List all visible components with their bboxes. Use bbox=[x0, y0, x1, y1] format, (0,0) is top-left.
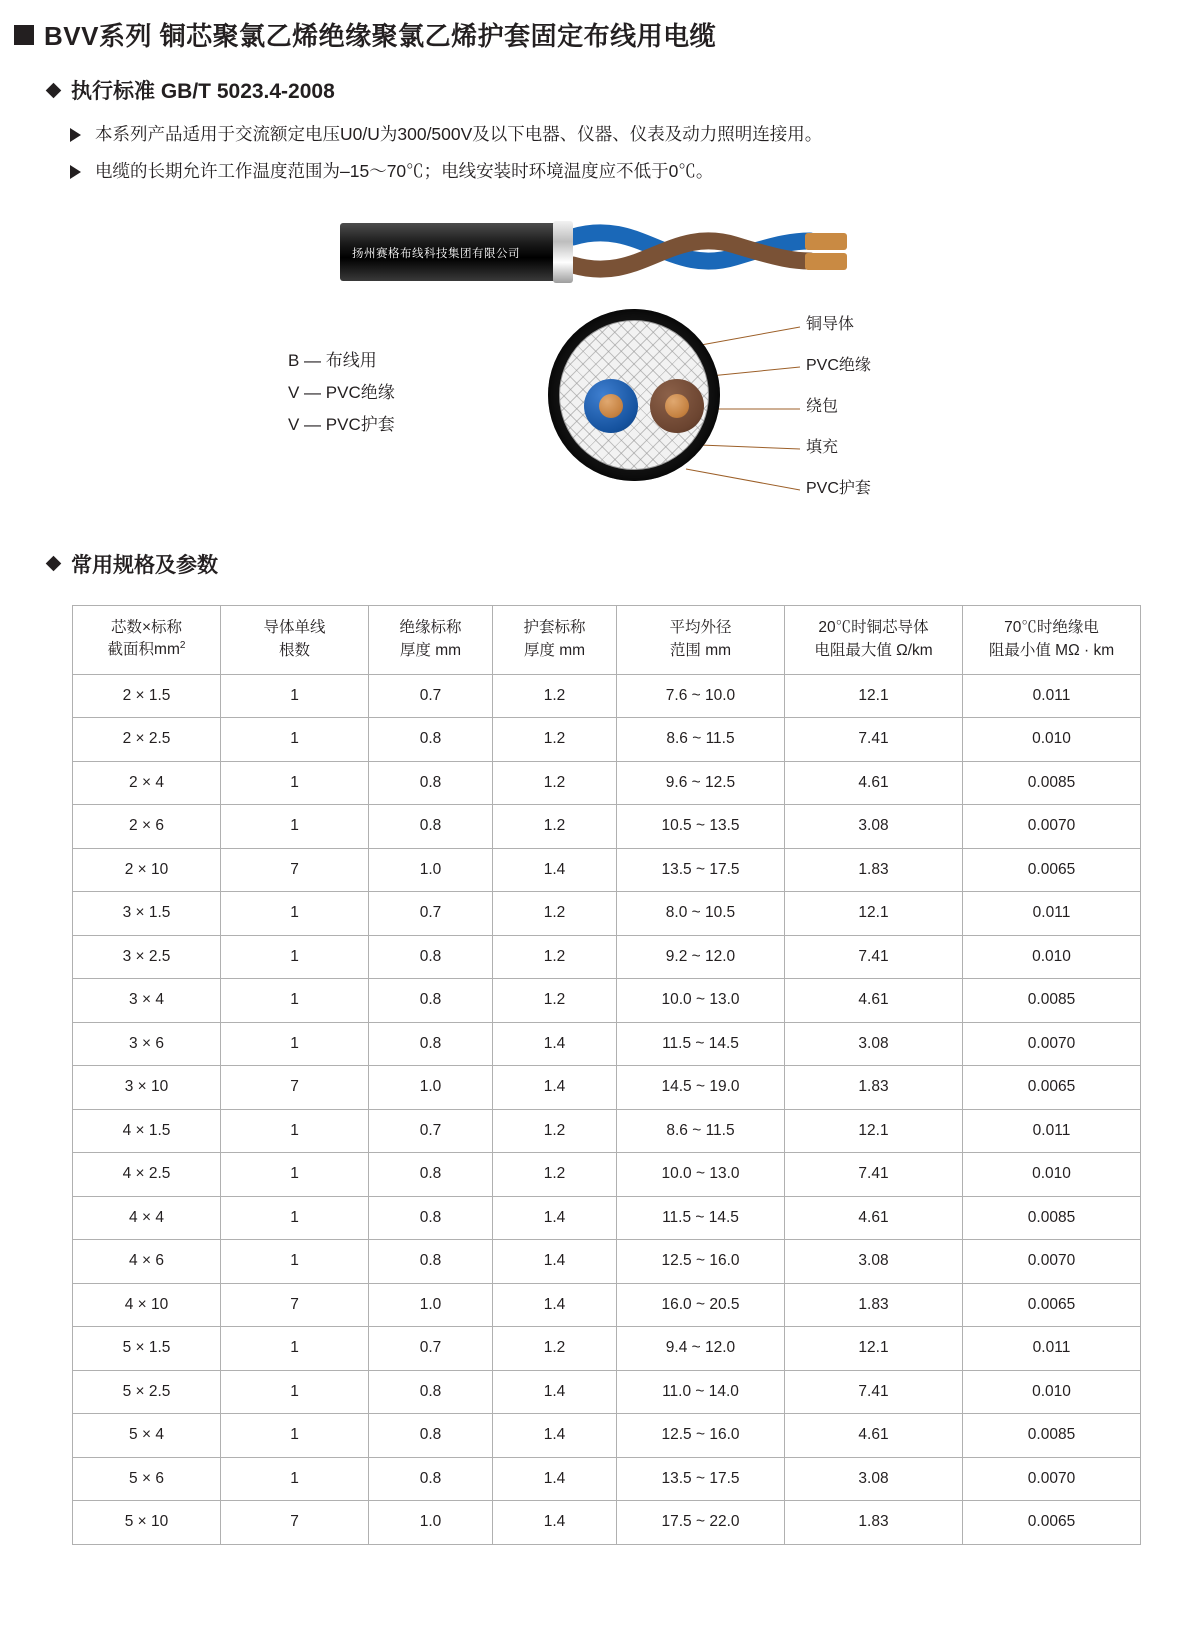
table-cell: 0.010 bbox=[963, 1370, 1141, 1414]
table-cell: 4.61 bbox=[785, 1414, 963, 1458]
table-cell: 1.4 bbox=[493, 1370, 617, 1414]
table-cell: 7.6 ~ 10.0 bbox=[617, 674, 785, 718]
table-cell: 1.0 bbox=[369, 1066, 493, 1110]
table-cell: 0.8 bbox=[369, 1370, 493, 1414]
table-row bbox=[73, 805, 1141, 849]
table-cell: 1.4 bbox=[493, 1240, 617, 1284]
header-line1: 导体单线 bbox=[263, 619, 326, 637]
table-cell: 0.011 bbox=[963, 892, 1141, 936]
table-cell: 1.2 bbox=[493, 805, 617, 849]
table-cell: 3 × 10 bbox=[73, 1066, 221, 1110]
table-cell: 0.8 bbox=[369, 1414, 493, 1458]
table-cell: 4.61 bbox=[785, 761, 963, 805]
table-row bbox=[73, 1327, 1141, 1371]
table-cell: 1 bbox=[221, 1196, 369, 1240]
table-cell: 0.8 bbox=[369, 1153, 493, 1197]
table-cell: 0.010 bbox=[963, 718, 1141, 762]
table-cell: 1.2 bbox=[493, 892, 617, 936]
triangle-bullet-icon bbox=[70, 128, 81, 142]
table-cell: 3 × 2.5 bbox=[73, 935, 221, 979]
table-cell: 0.7 bbox=[369, 674, 493, 718]
table-cell: 4 × 1.5 bbox=[73, 1109, 221, 1153]
table-cell: 2 × 4 bbox=[73, 761, 221, 805]
callout-label: PVC绝缘 bbox=[806, 356, 871, 374]
cable-cross-section bbox=[548, 309, 720, 481]
table-row bbox=[73, 1022, 1141, 1066]
table-header-cell bbox=[369, 605, 493, 674]
table-cell: 0.8 bbox=[369, 935, 493, 979]
table-cell: 1.4 bbox=[493, 1066, 617, 1110]
table-cell: 0.7 bbox=[369, 1109, 493, 1153]
table-cell: 0.7 bbox=[369, 892, 493, 936]
table-cell: 7.41 bbox=[785, 935, 963, 979]
table-row bbox=[73, 1240, 1141, 1284]
table-cell: 3.08 bbox=[785, 1022, 963, 1066]
table-row bbox=[73, 935, 1141, 979]
callout-label: 铜导体 bbox=[806, 315, 855, 333]
table-cell: 1.83 bbox=[785, 1283, 963, 1327]
core-blue bbox=[584, 379, 638, 433]
header-line1: 平均外径 bbox=[669, 619, 732, 637]
header-line1: 绝缘标称 bbox=[399, 619, 462, 637]
table-cell: 1.2 bbox=[493, 1327, 617, 1371]
table-cell: 10.0 ~ 13.0 bbox=[617, 979, 785, 1023]
table-cell: 1 bbox=[221, 1457, 369, 1501]
table-row bbox=[73, 1153, 1141, 1197]
table-cell: 5 × 1.5 bbox=[73, 1327, 221, 1371]
table-cell: 1 bbox=[221, 1153, 369, 1197]
table-header-cell bbox=[617, 605, 785, 674]
table-cell: 0.0070 bbox=[963, 1457, 1141, 1501]
table-cell: 1.4 bbox=[493, 1501, 617, 1545]
table-row bbox=[73, 1283, 1141, 1327]
core-brown bbox=[650, 379, 704, 433]
list-item bbox=[70, 160, 1200, 183]
table-cell: 1.4 bbox=[493, 1283, 617, 1327]
table-cell: 0.8 bbox=[369, 761, 493, 805]
table-cell: 4 × 2.5 bbox=[73, 1153, 221, 1197]
table-cell: 0.8 bbox=[369, 805, 493, 849]
spec-table-wrap bbox=[0, 605, 1200, 1545]
table-cell: 4.61 bbox=[785, 979, 963, 1023]
table-cell: 3 × 4 bbox=[73, 979, 221, 1023]
table-cell: 1 bbox=[221, 674, 369, 718]
table-cell: 3 × 1.5 bbox=[73, 892, 221, 936]
table-cell: 0.0085 bbox=[963, 1196, 1141, 1240]
table-cell: 1 bbox=[221, 979, 369, 1023]
header-line2: 根数 bbox=[278, 641, 310, 659]
header-line2: 厚度 mm bbox=[523, 641, 586, 659]
table-cell: 11.5 ~ 14.5 bbox=[617, 1022, 785, 1066]
table-cell: 0.8 bbox=[369, 718, 493, 762]
table-row bbox=[73, 892, 1141, 936]
table-cell: 8.6 ~ 11.5 bbox=[617, 718, 785, 762]
legend-item: V — PVC绝缘 bbox=[288, 382, 395, 402]
table-cell: 0.011 bbox=[963, 674, 1141, 718]
page-title bbox=[0, 0, 1200, 53]
table-cell: 5 × 10 bbox=[73, 1501, 221, 1545]
diamond-icon bbox=[46, 556, 62, 572]
table-cell: 1.83 bbox=[785, 848, 963, 892]
table-cell: 0.0065 bbox=[963, 848, 1141, 892]
callout-label: PVC护套 bbox=[806, 479, 871, 497]
product-figure bbox=[0, 197, 1200, 527]
list-item bbox=[70, 123, 1200, 146]
table-cell: 1.2 bbox=[493, 718, 617, 762]
table-cell: 7.41 bbox=[785, 1370, 963, 1414]
table-cell: 5 × 6 bbox=[73, 1457, 221, 1501]
table-cell: 3.08 bbox=[785, 1240, 963, 1284]
table-cell: 1.0 bbox=[369, 848, 493, 892]
standard-heading-text: 执行标准 GB/T 5023.4-2008 bbox=[71, 80, 335, 103]
table-row bbox=[73, 1109, 1141, 1153]
table-cell: 5 × 2.5 bbox=[73, 1370, 221, 1414]
table-cell: 4 × 10 bbox=[73, 1283, 221, 1327]
table-cell: 1.4 bbox=[493, 848, 617, 892]
table-row bbox=[73, 848, 1141, 892]
table-cell: 2 × 10 bbox=[73, 848, 221, 892]
table-cell: 1 bbox=[221, 892, 369, 936]
table-cell: 12.5 ~ 16.0 bbox=[617, 1414, 785, 1458]
table-cell: 2 × 1.5 bbox=[73, 674, 221, 718]
table-cell: 1 bbox=[221, 1414, 369, 1458]
cable-photo bbox=[340, 207, 860, 297]
table-header-cell bbox=[73, 605, 221, 674]
spec-heading bbox=[0, 549, 1200, 579]
table-row bbox=[73, 718, 1141, 762]
table-header-cell bbox=[785, 605, 963, 674]
table-cell: 1 bbox=[221, 935, 369, 979]
header-line2: 电阻最大值 Ω/km bbox=[814, 641, 933, 659]
table-cell: 1 bbox=[221, 1370, 369, 1414]
table-cell: 0.0070 bbox=[963, 805, 1141, 849]
code-legend bbox=[288, 345, 395, 442]
table-cell: 13.5 ~ 17.5 bbox=[617, 848, 785, 892]
table-cell: 14.5 ~ 19.0 bbox=[617, 1066, 785, 1110]
table-row bbox=[73, 761, 1141, 805]
table-cell: 1 bbox=[221, 1327, 369, 1371]
table-cell: 1.4 bbox=[493, 1196, 617, 1240]
header-line1: 20℃时铜芯导体 bbox=[818, 619, 929, 637]
table-cell: 7 bbox=[221, 1283, 369, 1327]
cable-brand-text: 扬州赛格布线科技集团有限公司 bbox=[352, 247, 520, 260]
table-cell: 1.0 bbox=[369, 1283, 493, 1327]
legend-item: V — PVC护套 bbox=[288, 415, 395, 435]
table-row bbox=[73, 1370, 1141, 1414]
table-cell: 4.61 bbox=[785, 1196, 963, 1240]
table-cell: 4 × 6 bbox=[73, 1240, 221, 1284]
callout-label: 填充 bbox=[806, 438, 839, 456]
header-line2: 范围 mm bbox=[669, 641, 732, 659]
callout-labels bbox=[806, 317, 871, 522]
table-cell: 7 bbox=[221, 1501, 369, 1545]
table-cell: 1.4 bbox=[493, 1022, 617, 1066]
header-line1: 70℃时绝缘电 bbox=[1004, 619, 1099, 637]
copper-conductor bbox=[599, 394, 623, 418]
table-cell: 1.83 bbox=[785, 1501, 963, 1545]
table-cell: 0.0085 bbox=[963, 761, 1141, 805]
table-cell: 8.0 ~ 10.5 bbox=[617, 892, 785, 936]
table-cell: 13.5 ~ 17.5 bbox=[617, 1457, 785, 1501]
table-cell: 1 bbox=[221, 761, 369, 805]
table-row bbox=[73, 1066, 1141, 1110]
callout-label: 绕包 bbox=[806, 397, 839, 415]
table-cell: 3.08 bbox=[785, 1457, 963, 1501]
table-cell: 16.0 ~ 20.5 bbox=[617, 1283, 785, 1327]
table-header-cell bbox=[493, 605, 617, 674]
header-line2: 厚度 mm bbox=[399, 641, 462, 659]
table-cell: 7 bbox=[221, 1066, 369, 1110]
table-cell: 0.0065 bbox=[963, 1283, 1141, 1327]
table-header-row bbox=[73, 605, 1141, 674]
table-cell: 1.83 bbox=[785, 1066, 963, 1110]
table-cell: 11.0 ~ 14.0 bbox=[617, 1370, 785, 1414]
copper-conductor bbox=[665, 394, 689, 418]
table-row bbox=[73, 1501, 1141, 1545]
title-text: BVV系列 铜芯聚氯乙烯绝缘聚氯乙烯护套固定布线用电缆 bbox=[44, 21, 717, 51]
table-cell: 1.2 bbox=[493, 979, 617, 1023]
table-cell: 3.08 bbox=[785, 805, 963, 849]
table-cell: 0.0070 bbox=[963, 1240, 1141, 1284]
table-cell: 1.4 bbox=[493, 1414, 617, 1458]
table-cell: 0.010 bbox=[963, 1153, 1141, 1197]
cable-ring bbox=[553, 221, 573, 283]
table-header-cell bbox=[221, 605, 369, 674]
triangle-bullet-icon bbox=[70, 165, 81, 179]
table-cell: 9.2 ~ 12.0 bbox=[617, 935, 785, 979]
table-header-cell bbox=[963, 605, 1141, 674]
table-cell: 2 × 2.5 bbox=[73, 718, 221, 762]
table-cell: 12.1 bbox=[785, 1327, 963, 1371]
table-cell: 1 bbox=[221, 718, 369, 762]
spec-table bbox=[72, 605, 1141, 1545]
legend-item: B — 布线用 bbox=[288, 350, 377, 370]
standard-bullets bbox=[0, 123, 1200, 183]
table-cell: 12.1 bbox=[785, 674, 963, 718]
table-cell: 2 × 6 bbox=[73, 805, 221, 849]
table-row bbox=[73, 1414, 1141, 1458]
table-cell: 8.6 ~ 11.5 bbox=[617, 1109, 785, 1153]
table-row bbox=[73, 1196, 1141, 1240]
table-cell: 17.5 ~ 22.0 bbox=[617, 1501, 785, 1545]
header-line1: 护套标称 bbox=[523, 619, 586, 637]
table-cell: 0.8 bbox=[369, 1196, 493, 1240]
table-cell: 9.4 ~ 12.0 bbox=[617, 1327, 785, 1371]
diamond-icon bbox=[46, 82, 62, 98]
table-row bbox=[73, 674, 1141, 718]
table-cell: 12.5 ~ 16.0 bbox=[617, 1240, 785, 1284]
bullet-text: 本系列产品适用于交流额定电压U0/U为300/500V及以下电器、仪器、仪表及动力照明连接用。 bbox=[95, 124, 823, 144]
table-cell: 0.0085 bbox=[963, 1414, 1141, 1458]
table-cell: 5 × 4 bbox=[73, 1414, 221, 1458]
table-cell: 1 bbox=[221, 805, 369, 849]
table-cell: 1.2 bbox=[493, 761, 617, 805]
table-cell: 0.8 bbox=[369, 1240, 493, 1284]
table-cell: 0.011 bbox=[963, 1109, 1141, 1153]
table-cell: 0.0085 bbox=[963, 979, 1141, 1023]
spec-table-body bbox=[73, 674, 1141, 1544]
table-cell: 1.2 bbox=[493, 1153, 617, 1197]
table-cell: 12.1 bbox=[785, 892, 963, 936]
table-cell: 11.5 ~ 14.5 bbox=[617, 1196, 785, 1240]
table-cell: 9.6 ~ 12.5 bbox=[617, 761, 785, 805]
table-cell: 1.0 bbox=[369, 1501, 493, 1545]
table-cell: 12.1 bbox=[785, 1109, 963, 1153]
table-cell: 1.2 bbox=[493, 935, 617, 979]
table-cell: 1.4 bbox=[493, 1457, 617, 1501]
standard-heading bbox=[0, 75, 1200, 105]
cross-section-filler bbox=[559, 320, 709, 470]
table-cell: 0.8 bbox=[369, 1457, 493, 1501]
header-line2: 截面积mm bbox=[107, 641, 180, 659]
table-cell: 3 × 6 bbox=[73, 1022, 221, 1066]
header-line2: 阻最小值 MΩ · km bbox=[988, 641, 1115, 659]
bullet-text: 电缆的长期允许工作温度范围为–15～70℃；电线安装时环境温度应不低于0℃。 bbox=[95, 160, 714, 181]
table-cell: 1 bbox=[221, 1022, 369, 1066]
table-cell: 1 bbox=[221, 1240, 369, 1284]
table-cell: 10.5 ~ 13.5 bbox=[617, 805, 785, 849]
title-square-icon bbox=[14, 25, 34, 45]
table-cell: 0.8 bbox=[369, 1022, 493, 1066]
header-line1: 芯数×标称 bbox=[110, 618, 183, 636]
table-cell: 10.0 ~ 13.0 bbox=[617, 1153, 785, 1197]
table-cell: 0.011 bbox=[963, 1327, 1141, 1371]
table-cell: 7 bbox=[221, 848, 369, 892]
spec-heading-text: 常用规格及参数 bbox=[71, 553, 218, 577]
table-cell: 1 bbox=[221, 1109, 369, 1153]
superscript-2: 2 bbox=[179, 640, 186, 652]
table-cell: 0.010 bbox=[963, 935, 1141, 979]
table-cell: 0.0065 bbox=[963, 1501, 1141, 1545]
table-cell: 1.2 bbox=[493, 1109, 617, 1153]
table-cell: 7.41 bbox=[785, 718, 963, 762]
table-cell: 0.7 bbox=[369, 1327, 493, 1371]
table-row bbox=[73, 979, 1141, 1023]
table-cell: 0.8 bbox=[369, 979, 493, 1023]
table-cell: 0.0065 bbox=[963, 1066, 1141, 1110]
table-cell: 4 × 4 bbox=[73, 1196, 221, 1240]
table-cell: 0.0070 bbox=[963, 1022, 1141, 1066]
table-cell: 1.2 bbox=[493, 674, 617, 718]
table-cell: 7.41 bbox=[785, 1153, 963, 1197]
table-row bbox=[73, 1457, 1141, 1501]
